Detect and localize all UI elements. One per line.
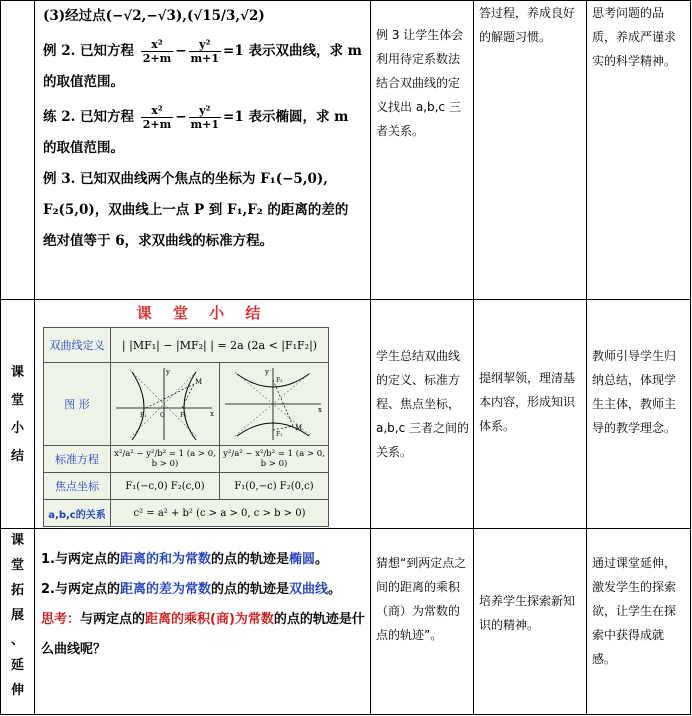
svg-text:M: M: [295, 423, 303, 432]
teacher-activity: 答过程，养成良好的解题习惯。: [474, 1, 587, 300]
svg-text:F₁: F₁: [140, 411, 147, 419]
svg-text:F₂: F₂: [276, 376, 283, 384]
svg-text:y: y: [166, 367, 170, 376]
practice-2: 练 2. 已知方程 $\frac{\text{x²}}{2+m}$ − $\frac{\text{y²}}{m+1}$ =1 表示椭圆，求 m: [43, 104, 349, 131]
example-3-line-1: 例 3. 已知双曲线两个焦点的坐标为 F₁(−5,0),: [43, 171, 328, 187]
examples-row: [1, 1, 691, 300]
student-activity: 猜想“到两定点之间的距离的乘积（商）为常数的点的轨迹”。: [371, 529, 474, 715]
student-activity: 学生总结双曲线的定义、标准方程、焦点坐标，a,b,c 三者之间的关系。: [371, 300, 474, 529]
row-label-char: 课: [10, 533, 24, 548]
row-label-summary: [1, 300, 35, 529]
condition-3: (3)经过点(−√2,−√3),(√15/3,√2): [43, 8, 265, 24]
hyperbola-horizontal-graph: [112, 364, 218, 442]
extension-line-1: 1.与两定点的距离的和为常数的点的轨迹是椭圆。: [41, 552, 329, 567]
teacher-activity: 提纲挈领，理清基本内容，形成知识体系。: [474, 300, 587, 529]
row-label-empty: [1, 1, 35, 300]
example-2-tail: 的取值范围。: [43, 74, 124, 90]
examples-content: [35, 1, 371, 300]
student-activity: 例 3 让学生体会利用待定系数法结合双曲线的定义找出 a,b,c 三者关系。: [371, 1, 474, 300]
row-label-char: 结: [10, 449, 24, 464]
row-label-char: 拓: [10, 583, 24, 598]
focus-2: F₁(0,−c) F₂(0,c): [220, 473, 329, 500]
definition-label: 双曲线定义: [44, 328, 111, 363]
svg-text:x: x: [210, 409, 214, 418]
row-label-char: 延: [10, 658, 24, 673]
svg-text:F₁: F₁: [276, 430, 283, 438]
svg-text:M: M: [195, 377, 203, 386]
standard-equation-1: x²/a² − y²/b² = 1 (a > 0, b > 0): [111, 446, 220, 473]
design-intent: 教师引导学生归纳总结，体现学生主体，教师主导的教学理念。: [587, 300, 691, 529]
extension-line-2: 2.与两定点的距离的差为常数的点的轨迹是双曲线。: [41, 582, 342, 597]
fraction-x-2: $\frac{\text{x²}}{2+m}$: [142, 104, 172, 131]
definition-formula: | |MF₁| − |MF₂| | = 2a (2a < |F₁F₂|): [111, 328, 329, 363]
svg-text:y: y: [265, 367, 269, 376]
fraction-y-2: $\frac{\text{y²}}{m+1}$: [190, 104, 220, 131]
row-label-char: 伸: [10, 683, 24, 698]
svg-text:x: x: [318, 405, 322, 414]
practice-2-tail: 的取值范围。: [43, 140, 124, 156]
abc-relation-label: a,b,c的关系: [44, 500, 111, 527]
fraction-y: $\frac{\text{y²}}{m+1}$: [190, 38, 220, 65]
design-intent: 通过课堂延伸，激发学生的探索欲，让学生在探索中获得成就感。: [587, 529, 691, 715]
graph-label: 图 形: [44, 363, 111, 446]
example-3-line-2: F₂(5,0)，双曲线上一点 P 到 F₁,F₂ 的距离的差的: [43, 202, 349, 218]
row-label-char: 课: [10, 365, 24, 380]
standard-equation-2: y²/a² − x²/b² = 1 (a > 0, b > 0): [220, 446, 329, 473]
teacher-activity: 培养学生探索新知识的精神。: [474, 529, 587, 715]
focus-1: F₁(−c,0) F₂(c,0): [111, 473, 220, 500]
example-3-line-3: 绝对值等于 6，求双曲线的标准方程。: [43, 233, 274, 249]
hyperbola-vertical-graph: [221, 364, 327, 442]
graph-vertical: [220, 363, 329, 446]
extension-row: [1, 529, 691, 715]
summary-content: [35, 300, 371, 529]
standard-equation-label: 标准方程: [44, 446, 111, 473]
row-label-extension: [1, 529, 35, 715]
svg-text:O: O: [160, 411, 165, 419]
abc-relation: c² = a² + b² (c > a > 0, c > b > 0): [111, 500, 329, 527]
row-label-char: 、: [10, 633, 24, 648]
example-2: 例 2. 已知方程 $\frac{\text{x²}}{2+m}$ − $\frac{\text{y²}}{m+1}$ =1 表示双曲线，求 m: [43, 38, 362, 65]
design-intent: 思考问题的品质，养成严谨求实的科学精神。: [587, 1, 691, 300]
graph-horizontal: [111, 363, 220, 446]
summary-row: [1, 300, 691, 529]
fraction-x: $\frac{\text{x²}}{2+m}$: [142, 38, 172, 65]
row-label-char: 堂: [10, 393, 24, 408]
summary-table: [43, 327, 329, 527]
focus-label: 焦点坐标: [44, 473, 111, 500]
svg-text:F₂: F₂: [180, 411, 187, 419]
row-label-char: 小: [10, 421, 24, 436]
extension-line-3: 思考：与两定点的距离的乘积(商)为常数的点的轨迹是什么曲线呢？: [41, 612, 365, 657]
row-label-char: 展: [10, 608, 24, 623]
summary-title: 课 堂 小 结: [136, 304, 269, 322]
extension-content: [35, 529, 371, 715]
row-label-char: 堂: [10, 558, 24, 573]
